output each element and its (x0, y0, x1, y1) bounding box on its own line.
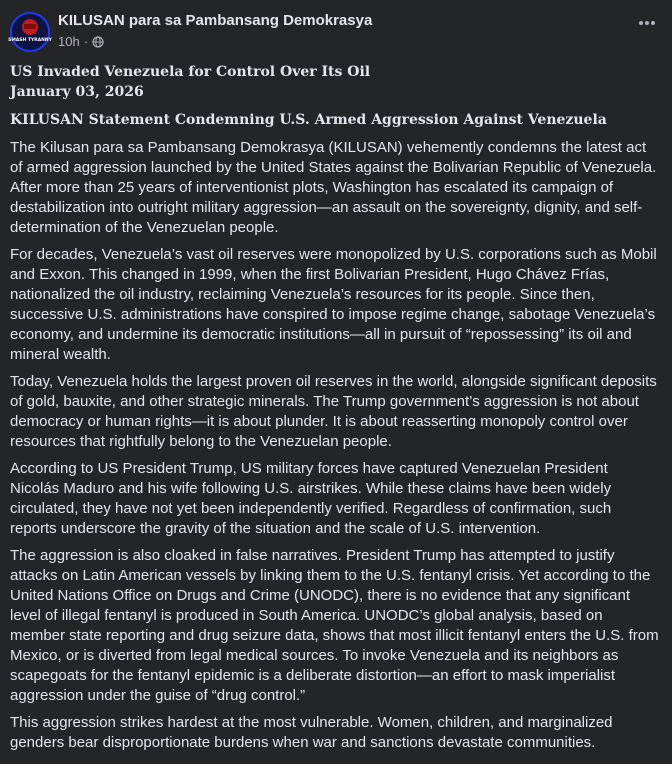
post-meta (58, 34, 104, 49)
post-time[interactable]: 10h (58, 34, 80, 49)
paragraph: The aggression is also cloaked in false narratives. President Trump has attempted to justify attacks on Latin American vessels by linking them to the U.S. fentanyl crisis. Yet according to the United Nations Office on Drugs and Crime (UNODC), there is no evidence that any significant level of illegal fentanyl is produced in South America. UNODC’s global analysis, based on member state reporting and drug seizure data, shows that most illicit fentanyl enters the U.S. from Mexico, or is diverted from legal medical sources. To invoke Venezuela and its neighbors as scapegoats for the fentanyl epidemic is a deliberate distortion—an effort to mask imperialist aggression under the guise of “drug control.” (10, 547, 659, 704)
statement-title: KILUSAN Statement Condemning U.S. Armed Aggression Against Venezuela (10, 112, 607, 128)
post-body (10, 62, 660, 760)
more-horizontal-icon[interactable] (638, 20, 656, 26)
article-date: January 03, 2026 (10, 84, 144, 100)
avatar[interactable] (10, 12, 50, 52)
avatar-logo (8, 14, 52, 50)
avatar-text: SMASH TYRANNY (8, 38, 52, 43)
page-name[interactable]: KILUSAN para sa Pambansang Demokrasya (58, 12, 373, 29)
paragraph: The Kilusan para sa Pambansang Demokrasya (KILUSAN) vehemently condemns the latest act of armed aggression launched by the United States against the Bolivarian Republic of Venezuela. After more than 25 years of interventionist plots, Washington has escalated its campaign of destabilization into outright military aggression—an assault on the sovereignty, dignity, and self-determination of the Venezuelan people. (10, 139, 657, 236)
meta-separator: · (83, 34, 89, 49)
paragraph: This aggression strikes hardest at the most vulnerable. Women, children, and marginalized genders bear disproportionate burdens when war and sanctions devastate communities. (10, 714, 613, 751)
article-headline: US Invaded Venezuela for Control Over Its Oil (10, 64, 371, 80)
paragraph: Today, Venezuela holds the largest proven oil reserves in the world, alongside significant deposits of gold, bauxite, and other strategic minerals. The Trump government’s aggression is not about democracy or human rights—it is about plunder. It is about reasserting monopoly control over resources that rightfully belong to the Venezuelan people. (10, 373, 657, 450)
globe-icon[interactable] (92, 36, 104, 48)
post-header (0, 0, 672, 58)
paragraph: According to US President Trump, US military forces have captured Venezuelan President Nicolás Maduro and his wife following U.S. airstrikes. While these claims have been widely circulated, they have not yet been independently verified. Regardless of confirmation, such reports underscore the gravity of the situation and the scale of U.S. intervention. (10, 460, 612, 537)
paragraph: For decades, Venezuela’s vast oil reserves were monopolized by U.S. corporations such as Mobil and Exxon. This changed in 1999, when the first Bolivarian President, Hugo Chávez Frías, nationalized the oil industry, reclaiming Venezuela’s resources for its people. Since then, successive U.S. administrations have conspired to impose regime change, sabotage Venezuela’s economy, and undermine its democratic institutions—all in pursuit of “repossessing” its oil and mineral wealth. (10, 246, 657, 363)
